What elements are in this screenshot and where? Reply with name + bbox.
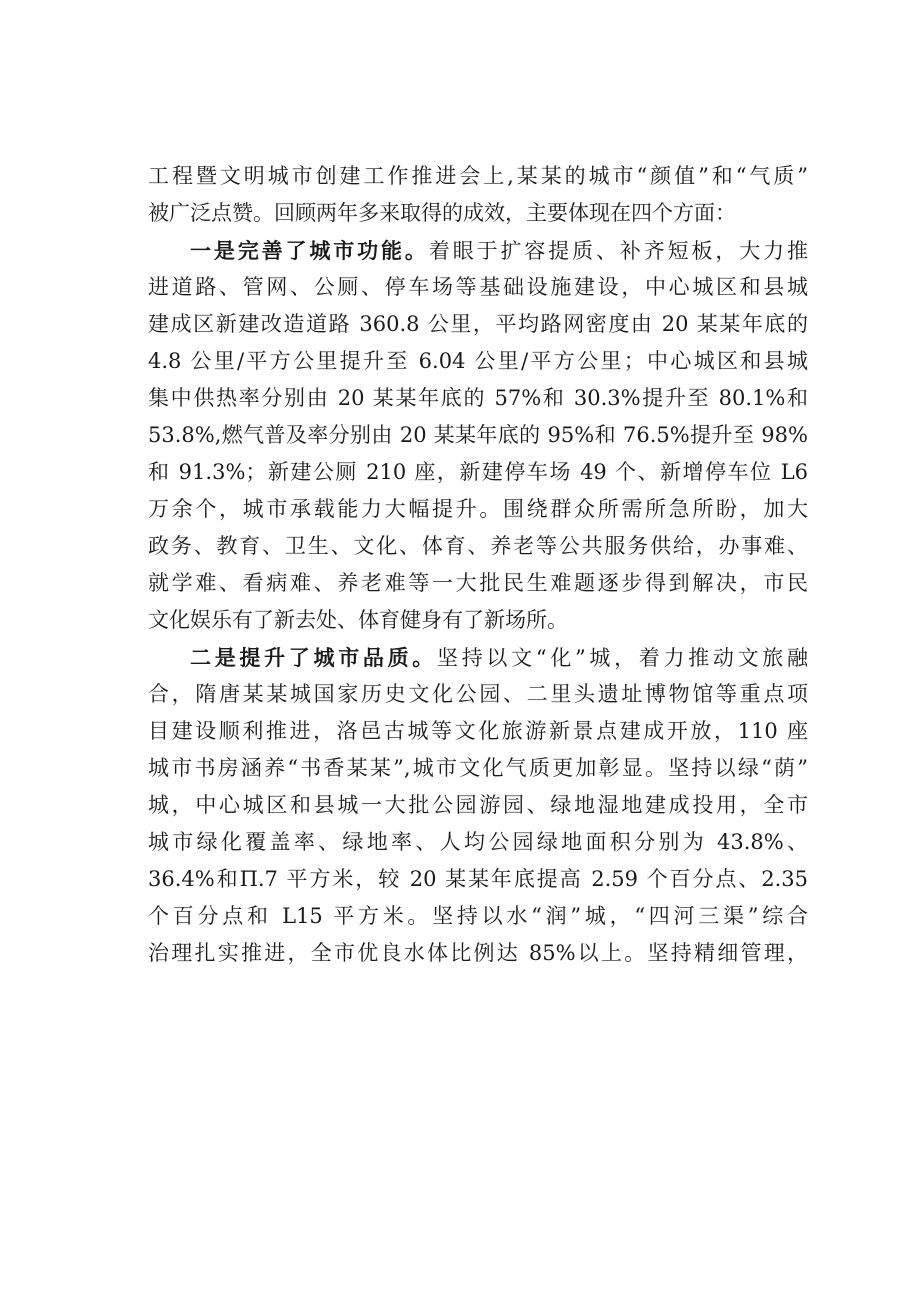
- text-line: 36.4%和Π.7 平方米，较 20 某某年底提高 2.59 个百分点、2.35: [148, 867, 808, 891]
- document-page: [148, 158, 808, 972]
- paragraph-2-heading: 二是提升了城市品质。: [190, 645, 438, 670]
- text-line: 进道路、管网、公厕、停车场等基础设施建设，中心城区和县城: [148, 275, 808, 299]
- text-line: 政务、教育、卫生、文化、体育、养老等公共服务供给，办事难、: [148, 534, 808, 558]
- text-line: 治理扎实推进，全市优良水体比例达 85%以上。坚持精细管理，: [148, 941, 808, 965]
- paragraph-2-first-text: 坚持以文“化”城，着力推动文旅融: [437, 646, 808, 670]
- paragraph-1-first-line: [148, 232, 808, 269]
- text-line: 被广泛点赞。回顾两年多来取得的成效，主要体现在四个方面：: [148, 201, 736, 225]
- text-line: 万余个，城市承载能力大幅提升。围绕群众所需所急所盼，加大: [148, 497, 808, 521]
- paragraph-1-heading: 一是完善了城市功能。: [190, 238, 429, 263]
- text-line: 文化娱乐有了新去处、体育健身有了新场所。: [148, 608, 568, 632]
- text-line: 城市书房涵养“书香某某”,城市文化气质更加彰显。坚持以绿“荫”: [148, 756, 808, 780]
- text-line: 个百分点和 L15 平方米。坚持以水“润”城，“四河三渠”综合: [148, 904, 808, 928]
- text-line: 工程暨文明城市创建工作推进会上,某某的城市“颜值”和“气质”: [148, 164, 808, 188]
- text-line: 目建设顺利推进，洛邑古城等文化旅游新景点建成开放，110 座: [148, 719, 808, 743]
- text-line: 城，中心城区和县城一大批公园游园、绿地湿地建成投用，全市: [148, 793, 808, 817]
- text-line: 建成区新建改造道路 360.8 公里，平均路网密度由 20 某某年底的: [148, 312, 808, 336]
- text-line: 集中供热率分别由 20 某某年底的 57%和 30.3%提升至 80.1%和: [148, 386, 808, 410]
- paragraph-1-first-text: 着眼于扩容提质、补齐短板，大力推: [428, 239, 809, 263]
- text-line: 53.8%,燃气普及率分别由 20 某某年底的 95%和 76.5%提升至 98%: [148, 423, 808, 447]
- text-line: 和 91.3%；新建公厕 210 座，新建停车场 49 个、新增停车位 L6: [148, 460, 808, 484]
- paragraph-2-first-line: [148, 639, 808, 676]
- text-line: 4.8 公里/平方公里提升至 6.04 公里/平方公里；中心城区和县城: [148, 349, 808, 373]
- text-line: 就学难、看病难、养老难等一大批民生难题逐步得到解决，市民: [148, 571, 808, 595]
- text-line: 合，隋唐某某城国家历史文化公园、二里头遗址博物馆等重点项: [148, 682, 808, 706]
- text-line: 城市绿化覆盖率、绿地率、人均公园绿地面积分别为 43.8%、: [148, 830, 808, 854]
